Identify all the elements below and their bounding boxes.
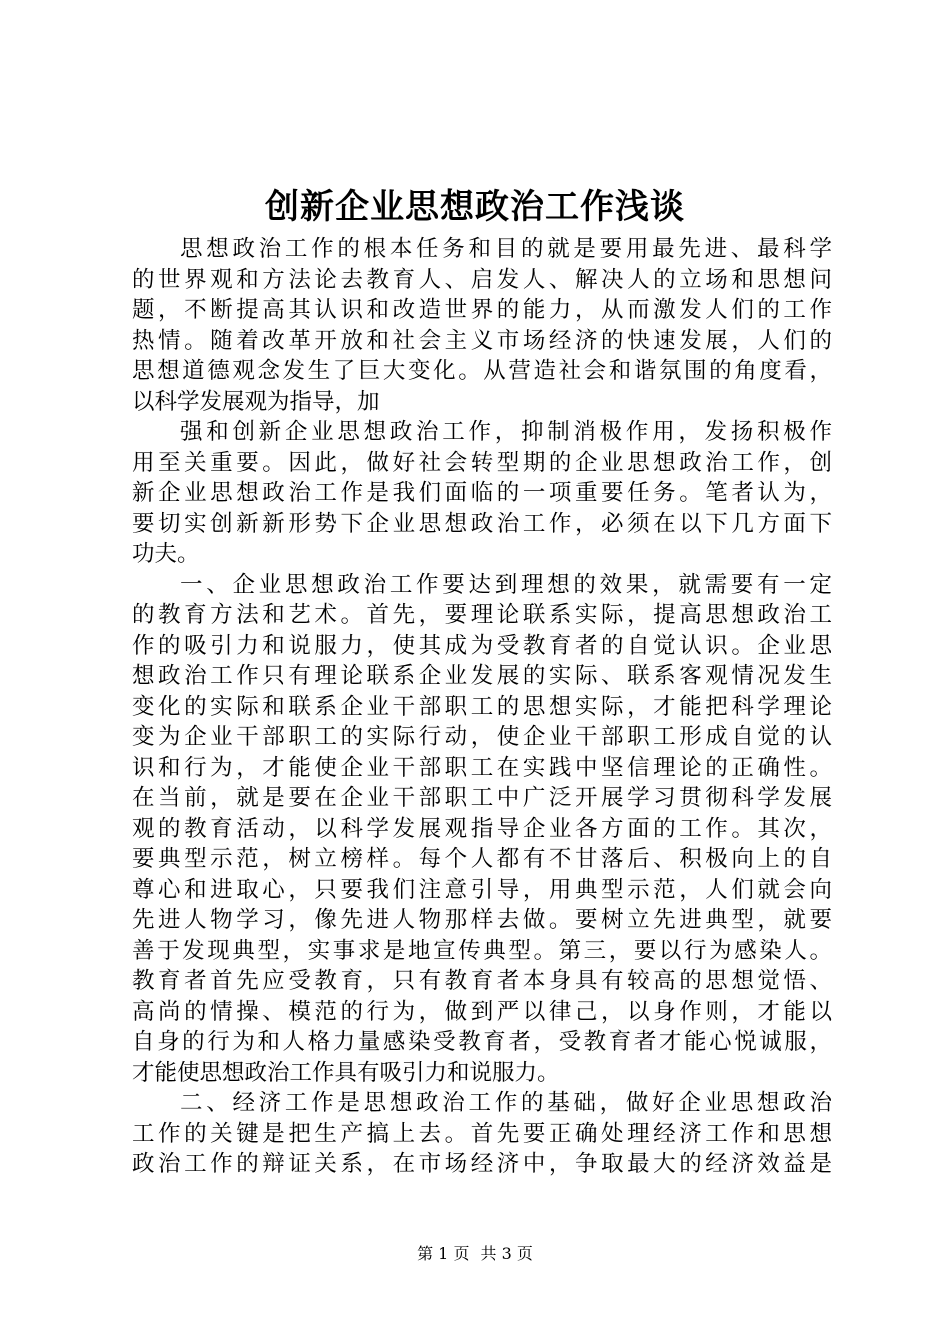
text-line: 工作的关键是把生产搞上去。首先要正确处理经济工作和思想 <box>132 1120 832 1147</box>
text-line: 要切实创新新形势下企业思想政治工作，必须在以下几方面下 <box>132 510 832 537</box>
text-line: 要典型示范，树立榜样。每个人都有不甘落后、积极向上的自 <box>132 846 832 872</box>
text-line: 一、企业思想政治工作要达到理想的效果，就需要有一定 <box>180 571 832 598</box>
text-line: 作的吸引力和说服力，使其成为受教育者的自觉认识。企业思 <box>132 632 832 659</box>
text-line: 尊心和进取心，只要我们注意引导，用典型示范，人们就会向 <box>132 876 832 903</box>
text-line: 识和行为，才能使企业干部职工在实践中坚信理论的正确性。 <box>132 754 832 781</box>
text-line: 新企业思想政治工作是我们面临的一项重要任务。笔者认为， <box>132 480 832 506</box>
document-title: 创新企业思想政治工作浅谈 <box>265 187 685 227</box>
text-line: 热情。随着改革开放和社会主义市场经济的快速发展，人们的 <box>132 327 832 354</box>
text-line: 自身的行为和人格力量感染受教育者，受教育者才能心悦诚服， <box>132 1029 832 1055</box>
text-line: 思想政治工作的根本任务和目的就是要用最先进、最科学 <box>180 236 832 262</box>
text-line: 二、经济工作是思想政治工作的基础，做好企业思想政治 <box>180 1090 832 1116</box>
text-line: 的世界观和方法论去教育人、启发人、解决人的立场和思想问 <box>132 266 832 293</box>
page-number: 第 1 页 <box>417 1244 470 1263</box>
text-line: 才能使思想政治工作具有吸引力和说服力。 <box>132 1059 560 1086</box>
text-line: 观的教育活动，以科学发展观指导企业各方面的工作。其次， <box>132 815 832 842</box>
text-line: 强和创新企业思想政治工作，抑制消极作用，发扬积极作 <box>180 419 832 445</box>
text-line: 先进人物学习，像先进人物那样去做。要树立先进典型，就要 <box>132 907 832 933</box>
page-footer <box>0 1244 950 1264</box>
text-line: 用至关重要。因此，做好社会转型期的企业思想政治工作，创 <box>132 449 832 476</box>
text-line: 以科学发展观为指导，加 <box>132 388 380 415</box>
text-line: 教育者首先应受教育，只有教育者本身具有较高的思想觉悟、 <box>132 968 832 994</box>
text-line: 思想道德观念发生了巨大变化。从营造社会和谐氛围的角度看， <box>132 358 832 384</box>
text-line: 善于发现典型，实事求是地宣传典型。第三，要以行为感染人。 <box>132 937 832 964</box>
text-line: 变为企业干部职工的实际行动，使企业干部职工形成自觉的认 <box>132 724 832 750</box>
text-line: 政治工作的辩证关系，在市场经济中，争取最大的经济效益是 <box>132 1151 832 1177</box>
document-body <box>132 234 832 1180</box>
text-line: 的教育方法和艺术。首先，要理论联系实际，提高思想政治工 <box>132 602 832 628</box>
text-line: 想政治工作只有理论联系企业发展的实际、联系客观情况发生 <box>132 663 832 689</box>
text-line: 变化的实际和联系企业干部职工的思想实际，才能把科学理论 <box>132 693 832 720</box>
text-line: 在当前，就是要在企业干部职工中广泛开展学习贯彻科学发展 <box>132 785 832 811</box>
text-line: 题，不断提高其认识和改造世界的能力，从而激发人们的工作 <box>132 297 832 323</box>
text-line: 高尚的情操、模范的行为，做到严以律己，以身作则，才能以 <box>132 998 832 1025</box>
text-line: 功夫。 <box>132 541 200 567</box>
page-total: 共 3 页 <box>480 1244 533 1263</box>
